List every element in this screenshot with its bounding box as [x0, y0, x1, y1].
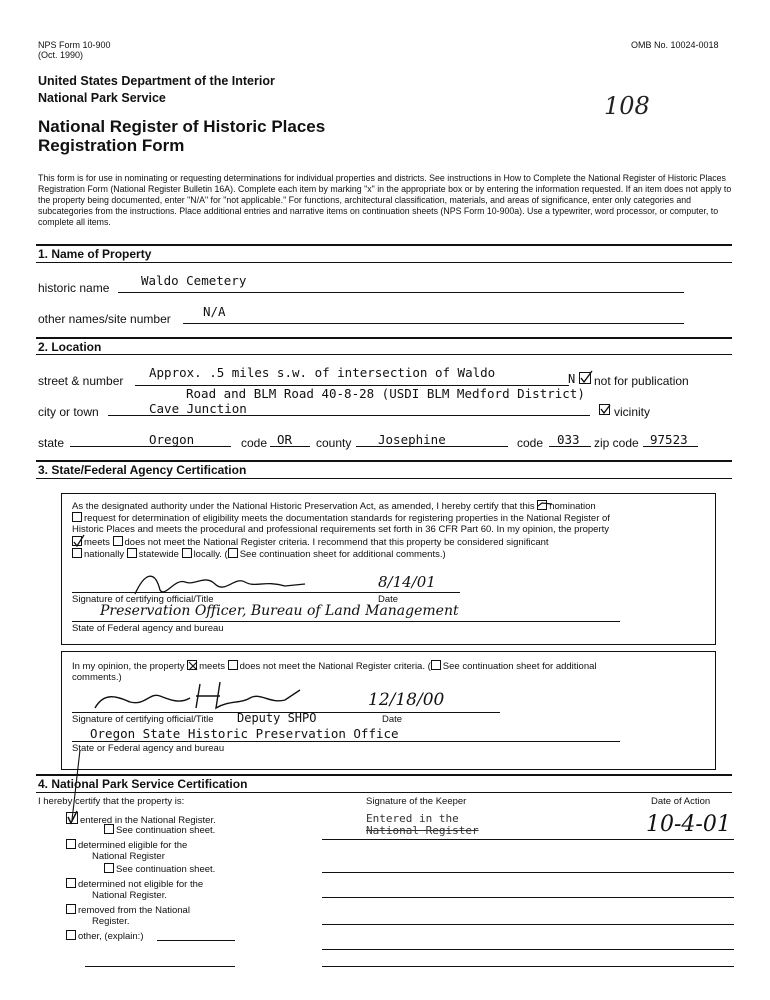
shpo-signature: [90, 680, 330, 712]
check-mark-icon: [73, 537, 83, 547]
see-cont1-checkbox[interactable]: [104, 824, 114, 834]
historic-name-value[interactable]: Waldo Cemetery: [141, 273, 247, 288]
handwritten-number: 108: [604, 92, 650, 120]
zip-label: zip code: [594, 436, 639, 450]
removed-label2: Register.: [92, 916, 130, 927]
form-number: NPS Form 10-900: [38, 40, 111, 50]
city-label: city or town: [38, 405, 99, 419]
county-line: [356, 446, 508, 447]
statewide-label: statewide: [138, 549, 179, 560]
nomination-label: nomination: [549, 501, 596, 512]
state-code-value[interactable]: OR: [277, 432, 293, 447]
zip-line: [643, 446, 698, 447]
entered-stamp-line2: National Register: [366, 824, 479, 837]
nomination-checkbox[interactable]: [537, 500, 547, 510]
nps-intro: I hereby certify that the property is:: [38, 796, 185, 807]
other-explain-line: [157, 940, 235, 941]
state-value[interactable]: Oregon: [149, 432, 195, 447]
keeper-line-5: [322, 949, 734, 950]
section2-underline: [36, 354, 732, 355]
certifying-date-value: 8/14/01: [378, 573, 436, 591]
section4-underline: [36, 792, 732, 793]
other-row: [66, 930, 143, 942]
x-mark-icon: [188, 661, 198, 671]
check-mark-icon: [580, 373, 590, 383]
section2-rule: [36, 337, 732, 339]
historic-name-label: historic name: [38, 281, 110, 295]
street-value-line2[interactable]: Road and BLM Road 40-8-28 (USDI BLM Medford District): [186, 386, 585, 401]
shpo-signature-label: Signature of certifying official/Title: [72, 714, 214, 725]
opinion-meets-checkbox[interactable]: [187, 660, 197, 670]
not-eligible-checkbox[interactable]: [66, 878, 76, 888]
check-mark-icon: [67, 813, 78, 824]
see-cont1-label: See continuation sheet.: [116, 825, 216, 836]
check-mark-icon: [538, 501, 548, 511]
state-code-line: [270, 446, 310, 447]
opinion-does-not-meet-checkbox[interactable]: [228, 660, 238, 670]
not-for-publication-prefix: N: [568, 372, 576, 386]
form-title: National Register of Historic Places: [38, 117, 326, 136]
agency-line: [72, 621, 620, 622]
street-label: street & number: [38, 374, 124, 388]
section1-heading: 1. Name of Property: [38, 247, 152, 261]
form-date: (Oct. 1990): [38, 50, 84, 60]
city-value[interactable]: Cave Junction: [149, 401, 247, 416]
street-value-line1[interactable]: Approx. .5 miles s.w. of intersection of Waldo: [149, 365, 496, 380]
statewide-checkbox[interactable]: [127, 548, 137, 558]
see-cont1-row: [104, 824, 215, 836]
shpo-title-value: Deputy SHPO: [237, 711, 317, 725]
historic-name-line: [118, 292, 684, 293]
not-for-publication-checkbox[interactable]: [579, 372, 591, 384]
determined-eligible-checkbox[interactable]: [66, 839, 76, 849]
other-names-value[interactable]: N/A: [203, 304, 226, 319]
other-names-label: other names/site number: [38, 312, 171, 326]
shpo-agency-line: [72, 741, 620, 742]
section3-rule: [36, 460, 732, 462]
opinion-text: In my opinion, the property: [72, 661, 185, 672]
not-eligible-label2: National Register.: [92, 890, 167, 901]
county-label: county: [316, 436, 352, 450]
keeper-line-6: [322, 966, 734, 967]
shpo-date-label: Date: [382, 714, 403, 725]
keeper-line-3: [322, 897, 734, 898]
entered-label: entered in the National Register.: [80, 815, 216, 826]
city-line: [108, 415, 590, 416]
department-name: United States Department of the Interior: [38, 74, 275, 88]
county-code-value[interactable]: 033: [557, 432, 580, 447]
certifying-signature-line: [72, 592, 460, 593]
eligibility-request-checkbox[interactable]: [72, 512, 82, 522]
nationally-label: nationally: [84, 549, 125, 560]
removed-checkbox[interactable]: [66, 904, 76, 914]
section4-heading: 4. National Park Service Certification: [38, 777, 248, 791]
keeper-line-1: [322, 839, 734, 840]
check-mark-icon: [600, 405, 609, 414]
form-subtitle: Registration Form: [38, 136, 185, 155]
see-cont2-checkbox[interactable]: [104, 863, 114, 873]
opinion-does-not-label: does not meet the National Register criteria. (: [239, 661, 431, 672]
section4-rule: [36, 774, 732, 776]
does-not-meet-checkbox[interactable]: [113, 536, 123, 546]
meets-label: meets: [84, 537, 110, 548]
state-label: state: [38, 436, 65, 450]
date-of-action-label: Date of Action: [651, 796, 711, 807]
other-checkbox[interactable]: [66, 930, 76, 940]
county-code-line: [549, 446, 591, 447]
keeper-line-4: [322, 924, 734, 925]
county-code-label: code: [517, 436, 544, 450]
shpo-agency-value: Oregon State Historic Preservation Office: [90, 726, 399, 741]
entered-checkbox[interactable]: [66, 812, 78, 824]
determined-eligible-label2: National Register: [92, 851, 165, 862]
cert-line1-text: As the designated authority under the National Historic Preservation Act, as amended, I hereby certify that this: [72, 501, 535, 512]
state-code-label: code: [241, 436, 268, 450]
certifying-signature-label: Signature of certifying official/Title: [72, 594, 214, 605]
locally-checkbox[interactable]: [182, 548, 192, 558]
omb-number: OMB No. 10024-0018: [631, 40, 719, 50]
keeper-line-2: [322, 872, 734, 873]
date-of-action-value: 10-4-01: [646, 812, 731, 837]
continuation-label: See continuation sheet for additional comments.): [239, 549, 446, 560]
opinion-continuation-checkbox[interactable]: [431, 660, 441, 670]
section1-underline: [36, 262, 732, 263]
section3-underline: [36, 478, 732, 479]
comments-label: comments.): [72, 672, 122, 683]
continuation-checkbox[interactable]: [228, 548, 238, 558]
shpo-date-value: 12/18/00: [368, 690, 445, 710]
service-name: National Park Service: [38, 91, 166, 105]
removed-row: [66, 904, 190, 916]
opinion-line: [72, 660, 597, 672]
section3-heading: 3. State/Federal Agency Certification: [38, 463, 247, 477]
determined-eligible-row: [66, 839, 187, 851]
opinion-meets-label: meets: [199, 661, 225, 672]
not-eligible-label: determined not eligible for the: [78, 879, 204, 890]
zip-value[interactable]: 97523: [650, 432, 688, 447]
meets-checkbox[interactable]: [72, 536, 82, 546]
nationally-checkbox[interactable]: [72, 548, 82, 558]
does-not-meet-label: does not meet the National Register criteria. I recommend that this property be considered significant: [124, 537, 549, 548]
entered-stamp-line1: Entered in the: [366, 812, 459, 825]
other-names-line: [183, 323, 684, 324]
cert-line1: [72, 500, 596, 512]
see-cont2-label: See continuation sheet.: [116, 864, 216, 875]
opinion-continuation-label: See continuation sheet for additional: [442, 661, 597, 672]
cert-line5: [72, 548, 446, 560]
cert-line4: [72, 536, 549, 548]
agency-handwritten: Preservation Officer, Bureau of Land Management: [100, 603, 459, 619]
section2-heading: 2. Location: [38, 340, 102, 354]
vicinity-checkbox[interactable]: [599, 404, 610, 415]
locally-label: locally. (: [193, 549, 228, 560]
cert-line3: Historic Places and meets the procedural and professional requirements set forth in 36 CFR Part 60. In my opinion, the property: [72, 524, 610, 535]
cert-line2-text: request for determination of eligibility meets the documentation standards for registering properties in the National Register of: [84, 513, 610, 524]
not-eligible-row: [66, 878, 203, 890]
see-cont2-row: [104, 863, 215, 875]
removed-label: removed from the National: [78, 905, 190, 916]
cert-line2: [72, 512, 610, 524]
certifying-date-label: Date: [378, 594, 399, 605]
other-label: other, (explain:): [78, 931, 144, 942]
instructions-text: This form is for use in nominating or requesting determinations for individual properties and districts. See instructions in How to Complete the National Register of Historic Places Registration Form (National Register Bulletin 16A). Complete each item by marking "x" in the appropriate box or by entering the information requested. If an item does not apply to the property being documented, enter "N/A" for "not applicable." For functions, architectural classification, materials, and areas of significance, enter only categories and subcategories from the instructions. Place additional entries and narrative items on continuation sheets (NPS Form 10-900a). Use a typewriter, word processor, or computer, to complete all items.: [38, 173, 732, 227]
county-value[interactable]: Josephine: [378, 432, 446, 447]
keeper-label: Signature of the Keeper: [366, 796, 467, 807]
not-for-publication-label: not for publication: [594, 374, 689, 388]
agency-label: State of Federal agency and bureau: [72, 623, 224, 634]
state-line: [70, 446, 231, 447]
vicinity-label: vicinity: [614, 405, 651, 419]
determined-eligible-label: determined eligible for the: [78, 840, 188, 851]
section1-rule: [36, 244, 732, 246]
shpo-agency-label: State or Federal agency and bureau: [72, 743, 225, 754]
other-explain-line2: [85, 966, 235, 967]
